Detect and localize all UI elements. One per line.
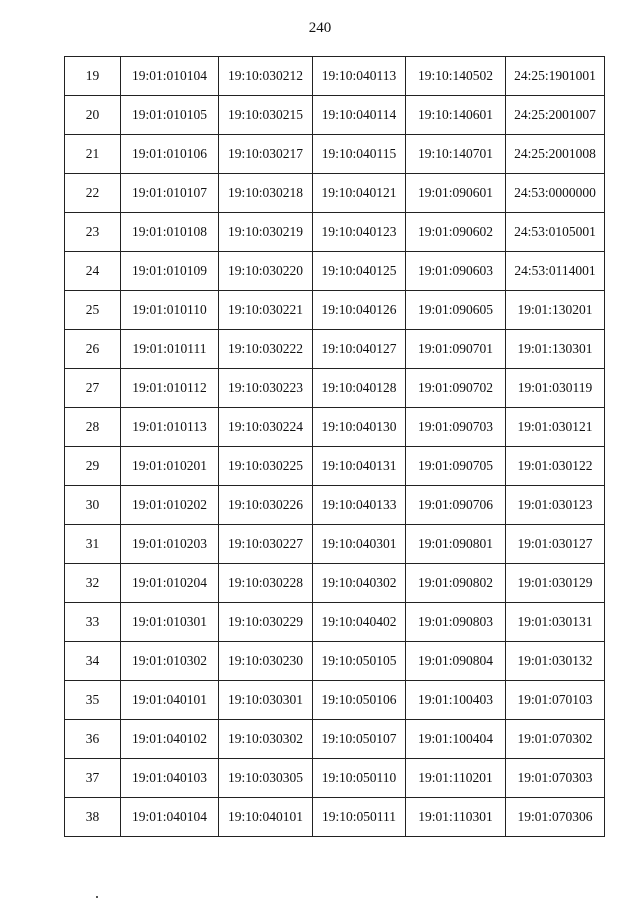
code-cell-col1: 19:01:010106 xyxy=(121,135,219,174)
code-cell-col5: 24:25:2001007 xyxy=(506,96,605,135)
code-cell-col1: 19:01:040103 xyxy=(121,759,219,798)
code-cell-col3: 19:10:040301 xyxy=(313,525,406,564)
code-cell-col1: 19:01:040102 xyxy=(121,720,219,759)
table-row xyxy=(65,369,605,408)
table-row xyxy=(65,564,605,603)
code-cell-col3: 19:10:040302 xyxy=(313,564,406,603)
code-cell-col4: 19:10:140502 xyxy=(406,57,506,96)
code-cell-col4: 19:01:090701 xyxy=(406,330,506,369)
code-cell-col2: 19:10:030218 xyxy=(219,174,313,213)
table-row xyxy=(65,96,605,135)
code-cell-col1: 19:01:010301 xyxy=(121,603,219,642)
code-cell-col5: 19:01:070302 xyxy=(506,720,605,759)
code-cell-col2: 19:10:030215 xyxy=(219,96,313,135)
code-cell-col3: 19:10:040123 xyxy=(313,213,406,252)
code-cell-col4: 19:01:090601 xyxy=(406,174,506,213)
table-row xyxy=(65,525,605,564)
code-cell-col4: 19:01:090705 xyxy=(406,447,506,486)
row-number-cell: 32 xyxy=(65,564,121,603)
code-cell-col4: 19:01:100404 xyxy=(406,720,506,759)
code-cell-col1: 19:01:010110 xyxy=(121,291,219,330)
code-cell-col4: 19:10:140701 xyxy=(406,135,506,174)
row-number-cell: 29 xyxy=(65,447,121,486)
table-row xyxy=(65,213,605,252)
code-cell-col1: 19:01:010105 xyxy=(121,96,219,135)
table-row xyxy=(65,57,605,96)
code-cell-col3: 19:10:040121 xyxy=(313,174,406,213)
row-number-cell: 35 xyxy=(65,681,121,720)
code-cell-col2: 19:10:030302 xyxy=(219,720,313,759)
code-cell-col3: 19:10:040114 xyxy=(313,96,406,135)
code-cell-col2: 19:10:030305 xyxy=(219,759,313,798)
table-row xyxy=(65,603,605,642)
code-cell-col4: 19:01:090602 xyxy=(406,213,506,252)
code-cell-col5: 19:01:030132 xyxy=(506,642,605,681)
row-number-cell: 22 xyxy=(65,174,121,213)
row-number-cell: 24 xyxy=(65,252,121,291)
code-cell-col1: 19:01:010203 xyxy=(121,525,219,564)
code-cell-col3: 19:10:040115 xyxy=(313,135,406,174)
scan-speck xyxy=(96,896,98,898)
code-cell-col4: 19:01:090703 xyxy=(406,408,506,447)
table-row xyxy=(65,291,605,330)
row-number-cell: 37 xyxy=(65,759,121,798)
row-number-cell: 23 xyxy=(65,213,121,252)
code-cell-col3: 19:10:050105 xyxy=(313,642,406,681)
code-cell-col5: 24:53:0000000 xyxy=(506,174,605,213)
row-number-cell: 26 xyxy=(65,330,121,369)
code-cell-col5: 19:01:130301 xyxy=(506,330,605,369)
code-cell-col4: 19:01:110201 xyxy=(406,759,506,798)
cadastral-number-table xyxy=(64,56,605,837)
row-number-cell: 38 xyxy=(65,798,121,837)
row-number-cell: 28 xyxy=(65,408,121,447)
code-cell-col2: 19:10:030224 xyxy=(219,408,313,447)
page-number: 240 xyxy=(308,20,332,36)
table-row xyxy=(65,642,605,681)
code-cell-col3: 19:10:040402 xyxy=(313,603,406,642)
table-row xyxy=(65,135,605,174)
code-cell-col2: 19:10:030301 xyxy=(219,681,313,720)
code-cell-col5: 19:01:070103 xyxy=(506,681,605,720)
code-cell-col4: 19:01:090706 xyxy=(406,486,506,525)
code-cell-col1: 19:01:010112 xyxy=(121,369,219,408)
code-cell-col2: 19:10:030228 xyxy=(219,564,313,603)
code-cell-col5: 24:53:0105001 xyxy=(506,213,605,252)
row-number-cell: 20 xyxy=(65,96,121,135)
code-cell-col1: 19:01:010111 xyxy=(121,330,219,369)
code-cell-col1: 19:01:040101 xyxy=(121,681,219,720)
code-cell-col3: 19:10:040130 xyxy=(313,408,406,447)
code-cell-col2: 19:10:030229 xyxy=(219,603,313,642)
table-row xyxy=(65,447,605,486)
code-cell-col3: 19:10:050110 xyxy=(313,759,406,798)
row-number-cell: 30 xyxy=(65,486,121,525)
code-cell-col1: 19:01:010113 xyxy=(121,408,219,447)
code-cell-col1: 19:01:010109 xyxy=(121,252,219,291)
code-cell-col5: 19:01:030131 xyxy=(506,603,605,642)
code-cell-col4: 19:01:090802 xyxy=(406,564,506,603)
code-cell-col1: 19:01:010204 xyxy=(121,564,219,603)
table-body xyxy=(65,57,605,837)
code-cell-col4: 19:01:110301 xyxy=(406,798,506,837)
code-cell-col4: 19:01:090803 xyxy=(406,603,506,642)
table-row xyxy=(65,330,605,369)
code-cell-col4: 19:01:090804 xyxy=(406,642,506,681)
code-cell-col1: 19:01:040104 xyxy=(121,798,219,837)
table-row xyxy=(65,408,605,447)
code-cell-col2: 19:10:030225 xyxy=(219,447,313,486)
code-cell-col1: 19:01:010108 xyxy=(121,213,219,252)
row-number-cell: 27 xyxy=(65,369,121,408)
code-cell-col3: 19:10:040113 xyxy=(313,57,406,96)
code-cell-col2: 19:10:030222 xyxy=(219,330,313,369)
row-number-cell: 36 xyxy=(65,720,121,759)
code-cell-col5: 24:25:1901001 xyxy=(506,57,605,96)
code-cell-col2: 19:10:030226 xyxy=(219,486,313,525)
code-cell-col4: 19:01:100403 xyxy=(406,681,506,720)
code-cell-col2: 19:10:030212 xyxy=(219,57,313,96)
code-cell-col2: 19:10:040101 xyxy=(219,798,313,837)
code-cell-col2: 19:10:030217 xyxy=(219,135,313,174)
code-cell-col1: 19:01:010107 xyxy=(121,174,219,213)
code-cell-col1: 19:01:010302 xyxy=(121,642,219,681)
table-row xyxy=(65,759,605,798)
table-row xyxy=(65,720,605,759)
row-number-cell: 25 xyxy=(65,291,121,330)
table-row xyxy=(65,486,605,525)
code-cell-col2: 19:10:030230 xyxy=(219,642,313,681)
code-cell-col2: 19:10:030221 xyxy=(219,291,313,330)
code-cell-col3: 19:10:050111 xyxy=(313,798,406,837)
code-cell-col5: 19:01:030122 xyxy=(506,447,605,486)
code-cell-col3: 19:10:040127 xyxy=(313,330,406,369)
table-row xyxy=(65,252,605,291)
code-cell-col3: 19:10:040131 xyxy=(313,447,406,486)
code-cell-col1: 19:01:010202 xyxy=(121,486,219,525)
code-cell-col2: 19:10:030227 xyxy=(219,525,313,564)
code-cell-col4: 19:10:140601 xyxy=(406,96,506,135)
code-cell-col2: 19:10:030223 xyxy=(219,369,313,408)
code-cell-col4: 19:01:090605 xyxy=(406,291,506,330)
code-cell-col5: 19:01:070306 xyxy=(506,798,605,837)
row-number-cell: 19 xyxy=(65,57,121,96)
code-cell-col3: 19:10:040133 xyxy=(313,486,406,525)
code-cell-col5: 19:01:030119 xyxy=(506,369,605,408)
code-cell-col3: 19:10:050106 xyxy=(313,681,406,720)
code-cell-col3: 19:10:040128 xyxy=(313,369,406,408)
code-cell-col2: 19:10:030219 xyxy=(219,213,313,252)
table-row xyxy=(65,798,605,837)
code-cell-col3: 19:10:040125 xyxy=(313,252,406,291)
code-cell-col2: 19:10:030220 xyxy=(219,252,313,291)
code-cell-col5: 19:01:030129 xyxy=(506,564,605,603)
code-cell-col4: 19:01:090801 xyxy=(406,525,506,564)
code-cell-col5: 19:01:130201 xyxy=(506,291,605,330)
code-cell-col5: 24:53:0114001 xyxy=(506,252,605,291)
code-cell-col5: 19:01:030121 xyxy=(506,408,605,447)
code-cell-col3: 19:10:050107 xyxy=(313,720,406,759)
code-cell-col3: 19:10:040126 xyxy=(313,291,406,330)
table-row xyxy=(65,681,605,720)
code-cell-col4: 19:01:090603 xyxy=(406,252,506,291)
row-number-cell: 33 xyxy=(65,603,121,642)
code-cell-col4: 19:01:090702 xyxy=(406,369,506,408)
table-row xyxy=(65,174,605,213)
code-cell-col5: 19:01:030123 xyxy=(506,486,605,525)
code-cell-col5: 19:01:030127 xyxy=(506,525,605,564)
row-number-cell: 31 xyxy=(65,525,121,564)
row-number-cell: 34 xyxy=(65,642,121,681)
code-cell-col5: 19:01:070303 xyxy=(506,759,605,798)
row-number-cell: 21 xyxy=(65,135,121,174)
code-cell-col1: 19:01:010201 xyxy=(121,447,219,486)
code-cell-col1: 19:01:010104 xyxy=(121,57,219,96)
code-cell-col5: 24:25:2001008 xyxy=(506,135,605,174)
